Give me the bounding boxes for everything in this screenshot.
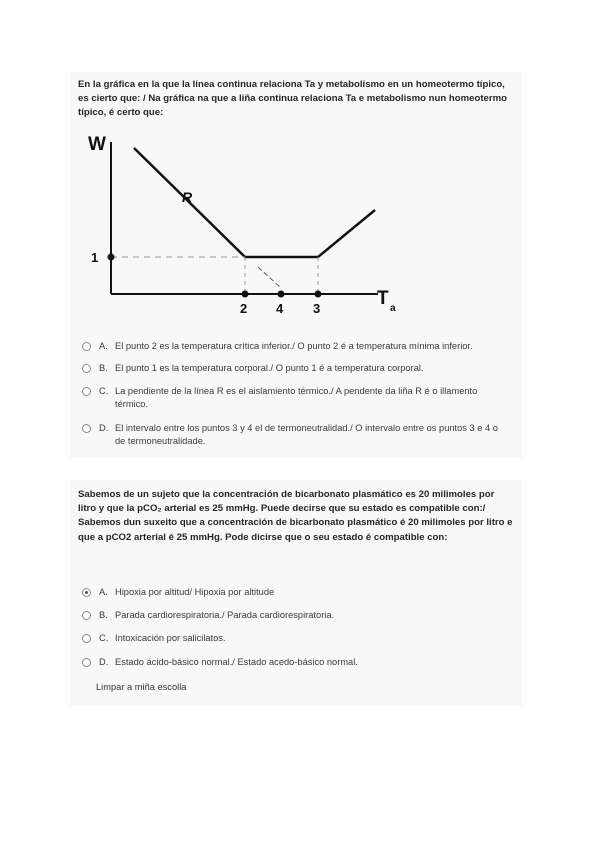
q1-radio-b[interactable] [82, 364, 91, 373]
x-axis-subscript: a [390, 303, 396, 314]
x-tick-label-4: 4 [276, 301, 284, 316]
y-tick-label: 1 [91, 250, 99, 265]
x-axis-label: T [377, 288, 389, 309]
point-3 [315, 291, 322, 298]
metabolism-curve [134, 148, 375, 257]
point-2 [242, 291, 249, 298]
question-1-card: En la gráfica en la que la línea continua relaciona Ta y metabolismo en un homeotermo típico, es cierto que: / Na gráfica na que a liña continua relaciona Ta e metabolismo nun homeotermo típico, é certo que: W T a R 1 2 4 3 A. El punto 2 es la temperatura crítica inferior./ O punto 2 é a temperatura mínima inferior. B. El punto 1 es la temperatura corporal./ O punto 1 é a temperatura corporal. C. La pendiente de la línea R es el aislamiento térmico./ A pendente da liña R é o illamento térmico. D. El intervalo entre los puntos 3 y 4 el de termoneutralidad./ O intervalo entre os puntos 3 e 4 o de termoneutralidade. [70, 72, 522, 458]
q2-radio-b[interactable] [82, 611, 91, 620]
curve-label: R [182, 189, 193, 205]
x-tick-label-3: 3 [313, 301, 321, 316]
question-2-card: Sabemos de un sujeto que la concentración de bicarbonato plasmático es 20 milimoles por litro y que la pCO₂ arterial es 25 mmHg. Puede decirse que su estado es compatible con:/ Sabemos dun suxeito que a concentración de bicarbonato plasmático é 20 milimoles por litro e que a pCO2 arterial é 25 mmHg. Pode dicirse que o seu estado é compatible con: A. Hipoxia por altitud/ Hipoxia por altitude B. Parada cardiorespiratoria./ Parada cardiorespiratoria. C. Intoxicación por salicilatos. D. Estado ácido-básico normal./ Estado acedo-básico normal. Limpar a miña escolla [70, 480, 522, 706]
q2-radio-d[interactable] [82, 658, 91, 667]
x-tick-label-2: 2 [240, 301, 248, 316]
dashed-guide-diagonal [258, 267, 281, 288]
point-1 [108, 254, 115, 261]
q2-radio-c[interactable] [82, 634, 91, 643]
thermoneutral-graph [82, 128, 422, 328]
point-4 [278, 291, 285, 298]
question-2-text: Sabemos de un sujeto que la concentración de bicarbonato plasmático es 20 milimoles por litro y que la pCO₂ arterial es 25 mmHg. Puede decirse que su estado es compatible con:/ Sabemos dun suxeito que a concentración de bicarbonato plasmático é 20 milimoles por litro e que a pCO2 arterial é 25 mmHg. Pode dicirse que o seu estado é compatible con: [78, 489, 513, 543]
q2-radio-a[interactable] [82, 588, 91, 597]
q1-radio-a[interactable] [82, 342, 91, 351]
clear-choice-link[interactable]: Limpar a miña escolla [96, 682, 187, 692]
y-axis-label: W [88, 134, 106, 155]
q1-radio-c[interactable] [82, 387, 91, 396]
question-1-text: En la gráfica en la que la línea continua relaciona Ta y metabolismo en un homeotermo típico, es cierto que: / Na gráfica na que a liña continua relaciona Ta e metabolismo nun homeotermo típico, é certo que: [78, 79, 507, 119]
q1-radio-d[interactable] [82, 424, 91, 433]
